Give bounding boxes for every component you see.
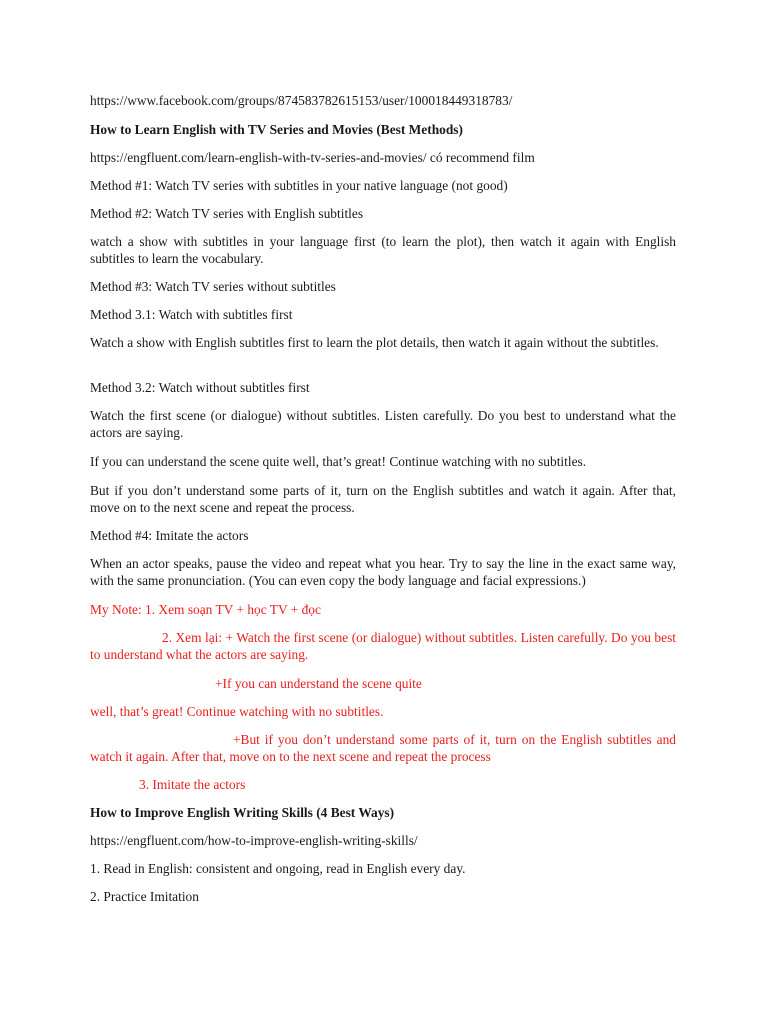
method-3-2-not-understand: But if you don’t understand some parts of it, turn on the English subtitles and watch it again. After that, move on to the next scene and repeat the process. <box>90 483 676 515</box>
method-3-1-description: Watch a show with English subtitles first to learn the plot details, then watch it again without the subtitles. <box>90 335 659 350</box>
method-3-2: Method 3.2: Watch without subtitles first <box>90 380 310 395</box>
method-3-2-understand: If you can understand the scene quite well, that’s great! Continue watching with no subtitles. <box>90 454 587 469</box>
writing-skills-url: https://engfluent.com/how-to-improve-english-writing-skills/ <box>90 833 418 848</box>
writing-tip-1: 1. Read in English: consistent and ongoing, read in English every day. <box>90 861 466 876</box>
heading-writing-skills: How to Improve English Writing Skills (4 Best Ways) <box>90 805 395 820</box>
note-2: 2. Xem lại: + Watch the first scene (or dialogue) without subtitles. Listen carefully. Do you best to understand what the actors are saying. <box>90 630 676 662</box>
facebook-url: https://www.facebook.com/groups/874583782615153/user/100018449318783/ <box>90 93 513 108</box>
method-2: Method #2: Watch TV series with English subtitles <box>90 206 364 221</box>
method-1: Method #1: Watch TV series with subtitles in your native language (not good) <box>90 178 508 193</box>
method-4: Method #4: Imitate the actors <box>90 528 249 543</box>
tv-series-url: https://engfluent.com/learn-english-with-tv-series-and-movies/ có recommend film <box>90 150 535 165</box>
writing-tip-2: 2. Practice Imitation <box>90 889 199 904</box>
note-2b-line-1: +If you can understand the scene quite <box>215 676 422 691</box>
method-3-2-description: Watch the first scene (or dialogue) without subtitles. Listen carefully. Do you best to understand what the actors are saying. <box>90 408 676 440</box>
method-4-description: When an actor speaks, pause the video and repeat what you hear. Try to say the line in the exact same way, with the same pronunciation. (You can even copy the body language and facial expressions.) <box>90 556 676 588</box>
method-2-description: watch a show with subtitles in your language first (to learn the plot), then watch it again with English subtitles to learn the vocabulary. <box>90 234 676 266</box>
method-3: Method #3: Watch TV series without subtitles <box>90 279 336 294</box>
note-3: 3. Imitate the actors <box>139 777 246 792</box>
note-2c: +But if you don’t understand some parts of it, turn on the English subtitles and watch it again. After that, move on to the next scene and repeat the process <box>90 732 676 764</box>
heading-tv-series: How to Learn English with TV Series and Movies (Best Methods) <box>90 122 463 137</box>
note-2b-line-2: well, that’s great! Continue watching with no subtitles. <box>90 704 384 719</box>
method-3-1: Method 3.1: Watch with subtitles first <box>90 307 293 322</box>
note-1: My Note: 1. Xem soạn TV + học TV + đọc <box>90 602 321 617</box>
